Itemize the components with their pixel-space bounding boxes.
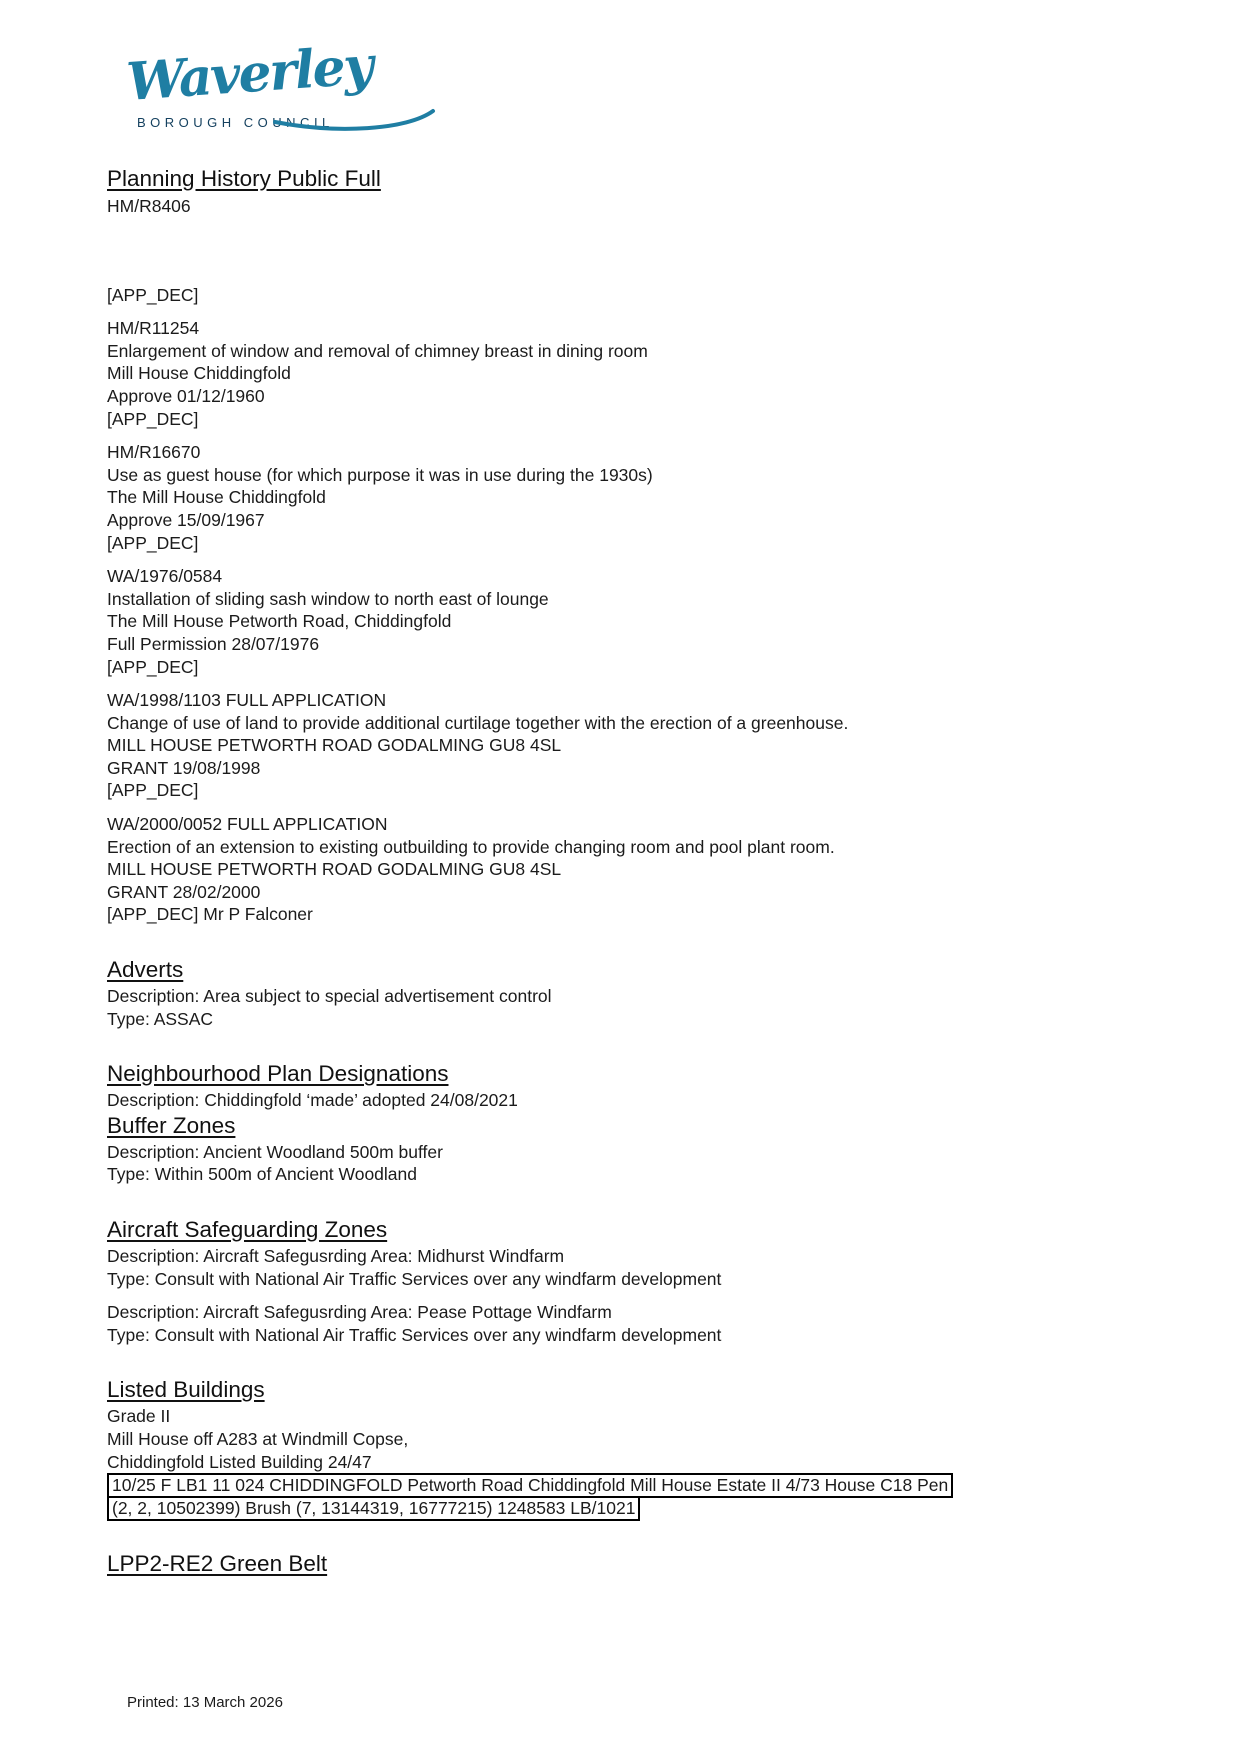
logo-subtitle: BOROUGH COUNCIL	[137, 115, 334, 130]
aircraft-zone-type: Type: Consult with National Air Traffic Services over any windfarm development	[107, 1268, 722, 1289]
app-dec-tag: [APP_DEC]	[107, 284, 199, 305]
entry-address: The Mill House Chiddingfold	[107, 487, 326, 508]
entry-decision: Approve 01/12/1960	[107, 385, 265, 406]
entry-dec-tag: [APP_DEC]	[107, 532, 199, 553]
report-reference: HM/R8406	[107, 196, 191, 216]
section-buffer-zones	[107, 1113, 1152, 1186]
neighbourhood-plan-heading: Neighbourhood Plan Designations	[107, 1061, 449, 1087]
section-aircraft-safeguarding	[107, 1217, 1152, 1346]
entry-address: MILL HOUSE PETWORTH ROAD GODALMING GU8 4SL	[107, 735, 562, 756]
listed-buildings-heading: Listed Buildings	[107, 1377, 265, 1403]
entry-address: Mill House Chiddingfold	[107, 363, 291, 384]
listed-buildings-record-box	[107, 1473, 1152, 1521]
entry-decision: GRANT 28/02/2000	[107, 881, 261, 902]
adverts-heading: Adverts	[107, 957, 184, 983]
entry-ref: WA/2000/0052 FULL APPLICATION	[107, 814, 388, 835]
entry-dec-tag: [APP_DEC]	[107, 780, 199, 801]
listed-buildings-address-1: Mill House off A283 at Windmill Copse,	[107, 1428, 409, 1449]
entry-dec-tag: [APP_DEC]	[107, 656, 199, 677]
adverts-type: Type: ASSAC	[107, 1008, 214, 1029]
section-adverts	[107, 957, 1152, 1030]
entry-dec-tag: [APP_DEC]	[107, 408, 199, 429]
entry-ref: WA/1998/1103 FULL APPLICATION	[107, 690, 387, 711]
aircraft-zone-description: Description: Aircraft Safegusrding Area: Pease Pottage Windfarm	[107, 1302, 612, 1323]
printed-date: Printed: 13 March 2026	[127, 1694, 283, 1711]
entry-description: Installation of sliding sash window to north east of lounge	[107, 588, 549, 609]
buffer-zones-heading: Buffer Zones	[107, 1112, 236, 1138]
buffer-zones-description: Description: Ancient Woodland 500m buffer	[107, 1141, 443, 1162]
entry-ref: HM/R11254	[107, 318, 200, 339]
entry-address: The Mill House Petworth Road, Chiddingfold	[107, 611, 452, 632]
planning-entry	[107, 441, 1152, 554]
entry-description: Use as guest house (for which purpose it was in use during the 1930s)	[107, 464, 653, 485]
listed-buildings-record-line-1: 10/25 F LB1 11 024 CHIDDINGFOLD Petworth Road Chiddingfold Mill House Estate II 4/73 House C18 Pen	[107, 1473, 953, 1498]
aircraft-zone	[107, 1301, 1152, 1346]
planning-entry	[107, 813, 1152, 926]
planning-entry	[107, 565, 1152, 678]
entry-ref: WA/1976/0584	[107, 566, 223, 587]
aircraft-heading: Aircraft Safeguarding Zones	[107, 1217, 388, 1242]
aircraft-zone-description: Description: Aircraft Safegusrding Area: Midhurst Windfarm	[107, 1246, 565, 1266]
entry-description: Enlargement of window and removal of chimney breast in dining room	[107, 340, 648, 361]
planning-entry	[107, 317, 1152, 430]
neighbourhood-plan-description: Description: Chiddingfold ‘made’ adopted 24/08/2021	[107, 1090, 518, 1111]
listed-buildings-grade: Grade II	[107, 1406, 171, 1427]
entry-ref: HM/R16670	[107, 442, 201, 463]
waverley-logo	[124, 35, 1152, 144]
section-green-belt	[107, 1551, 1152, 1577]
planning-entry	[107, 689, 1152, 802]
entry-decision: Approve 15/09/1967	[107, 509, 265, 530]
page-title: Planning History Public Full	[107, 166, 381, 191]
entry-decision: Full Permission 28/07/1976	[107, 633, 320, 654]
logo-wordmark: Waverley	[124, 35, 374, 113]
buffer-zones-type: Type: Within 500m of Ancient Woodland	[107, 1164, 417, 1185]
listed-buildings-address-2: Chiddingfold Listed Building 24/47	[107, 1451, 372, 1472]
entry-address: MILL HOUSE PETWORTH ROAD GODALMING GU8 4SL	[107, 859, 562, 880]
entry-dec-tag: [APP_DEC] Mr P Falconer	[107, 904, 313, 925]
entry-decision: GRANT 19/08/1998	[107, 757, 261, 778]
adverts-description: Description: Area subject to special advertisement control	[107, 986, 552, 1007]
entry-description: Change of use of land to provide additional curtilage together with the erection of a greenhouse.	[107, 712, 849, 733]
aircraft-zone-type: Type: Consult with National Air Traffic Services over any windfarm development	[107, 1324, 722, 1345]
section-listed-buildings	[107, 1377, 1152, 1521]
entry-description: Erection of an extension to existing outbuilding to provide changing room and pool plant room.	[107, 836, 835, 857]
section-neighbourhood-plan	[107, 1061, 1152, 1112]
aircraft-zone	[107, 1245, 1152, 1290]
listed-buildings-record-line-2: (2, 2, 10502399) Brush (7, 13144319, 16777215) 1248583 LB/1021	[107, 1496, 640, 1521]
green-belt-heading: LPP2-RE2 Green Belt	[107, 1551, 328, 1577]
